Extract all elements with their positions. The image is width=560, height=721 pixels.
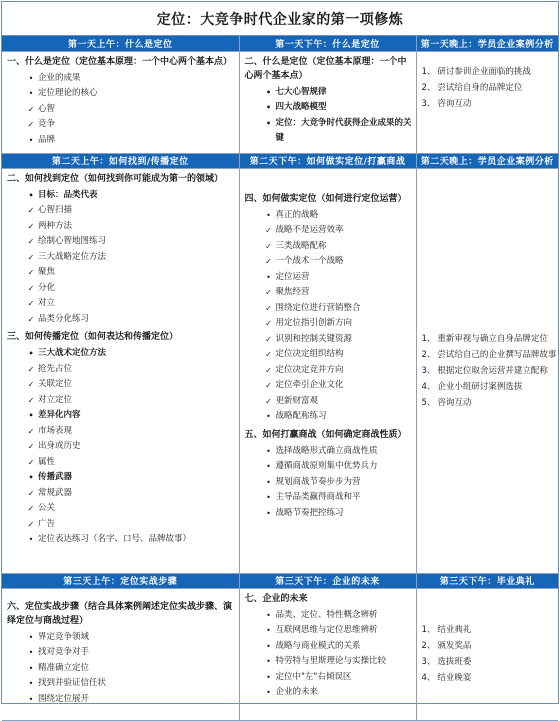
list-item-text: 抢先占位 bbox=[38, 363, 73, 374]
list-item-text: 界定竞争领域 bbox=[38, 631, 90, 642]
list-item bbox=[2, 455, 239, 471]
numbered-item bbox=[417, 347, 559, 363]
topic-list bbox=[240, 444, 416, 522]
item-text: 结业晚宴 bbox=[437, 673, 472, 683]
list-item bbox=[240, 85, 416, 101]
list-item bbox=[240, 378, 416, 394]
list-item-text: 特劳特与里斯理论与实操比较 bbox=[275, 656, 387, 666]
list-item-text: 定位牵引企业文化 bbox=[275, 380, 344, 390]
list-item-text: 三大战术定位方法 bbox=[38, 348, 107, 358]
check-icon: ✓ bbox=[27, 426, 35, 436]
list-item-text: 聚焦经营 bbox=[275, 287, 310, 297]
list-item bbox=[240, 239, 416, 255]
list-item-text: 围绕定位进行营销整合 bbox=[275, 302, 361, 313]
list-item-text: 常规武器 bbox=[38, 487, 73, 498]
check-icon: ✓ bbox=[27, 268, 35, 277]
list-item bbox=[2, 296, 239, 312]
list-item bbox=[240, 670, 416, 686]
check-icon: ✓ bbox=[27, 237, 35, 246]
list-item-text: 找到并验证信任状 bbox=[38, 678, 107, 688]
list-item-text: 目标：品类代表 bbox=[38, 189, 98, 200]
list-item bbox=[240, 223, 416, 239]
list-item-text: 心智 bbox=[38, 103, 56, 114]
list-item-text: 对立定位 bbox=[38, 394, 73, 405]
list-item bbox=[2, 117, 239, 133]
list-item bbox=[240, 254, 416, 270]
day1-evening-header: 第一天晚上：学员企业案例分析 bbox=[416, 36, 558, 51]
check-icon: ✓ bbox=[265, 241, 272, 251]
check-icon: ✓ bbox=[27, 206, 35, 215]
item-text: 尝试给自己的企业撰写品牌故事 bbox=[437, 349, 557, 360]
list-item bbox=[240, 444, 416, 460]
topic-list bbox=[2, 188, 239, 328]
day3-header-row bbox=[2, 573, 558, 588]
list-item bbox=[2, 250, 239, 266]
list-item bbox=[240, 654, 416, 670]
check-icon: ✓ bbox=[27, 283, 35, 293]
check-icon: ✓ bbox=[27, 488, 35, 498]
check-icon: ✓ bbox=[27, 380, 35, 389]
list-item-text: 定位中"左"右倾误区 bbox=[275, 671, 352, 682]
list-item-text: 战略与商业模式的关系 bbox=[275, 640, 361, 651]
list-item-text: 四大战略模型 bbox=[275, 102, 327, 112]
list-item-text: 规划商战节奏步步为营 bbox=[275, 476, 361, 487]
bullet-icon: • bbox=[28, 349, 34, 358]
bullet-icon: • bbox=[28, 648, 34, 657]
list-item-text: 两种方法 bbox=[38, 220, 73, 231]
check-icon: ✓ bbox=[27, 364, 35, 374]
day2-afternoon-header: 第二天下午：如何做实定位/打赢商战 bbox=[239, 153, 416, 168]
list-item bbox=[240, 409, 416, 425]
item-text: 结业典礼 bbox=[437, 625, 472, 635]
list-item-text: 定位表达练习（名字、口号、品牌故事） bbox=[38, 534, 192, 544]
list-item-text: 战略节奏把控练习 bbox=[275, 507, 344, 518]
topic-list bbox=[2, 346, 239, 548]
item-number: 3、 bbox=[421, 98, 436, 109]
list-item bbox=[2, 408, 239, 424]
bullet-icon: • bbox=[28, 535, 34, 544]
item-text: 咨询互动 bbox=[437, 98, 472, 109]
list-item bbox=[2, 439, 239, 455]
topic-list bbox=[2, 71, 239, 149]
list-item-text: 企业的未来 bbox=[275, 687, 319, 697]
check-icon: ✓ bbox=[265, 257, 272, 266]
list-item-text: 聚焦 bbox=[38, 267, 56, 277]
section-heading: 三、如何传播定位（如何表达和传播定位） bbox=[7, 332, 179, 342]
bullet-icon: • bbox=[266, 493, 271, 502]
day2-evening-header: 第二天晚上：学员企业案例分析 bbox=[416, 153, 558, 168]
list-item-text: 心智扫描 bbox=[38, 205, 73, 215]
check-icon: ✓ bbox=[265, 303, 272, 313]
topic-list bbox=[240, 608, 416, 701]
list-item bbox=[240, 475, 416, 491]
list-item bbox=[240, 316, 416, 332]
list-item bbox=[2, 661, 239, 677]
list-item-text: 差异化内容 bbox=[38, 410, 81, 420]
list-item bbox=[2, 424, 239, 440]
schedule-table bbox=[2, 36, 558, 721]
bullet-icon: • bbox=[266, 210, 271, 220]
list-item-text: 绘制心智地图练习 bbox=[38, 236, 107, 246]
item-text: 尝试给自身的品牌定位 bbox=[437, 82, 523, 93]
list-item-text: 三大战略定位方法 bbox=[38, 251, 107, 262]
item-text: 企业小组研讨案例选拔 bbox=[437, 381, 523, 392]
bullet-icon: • bbox=[28, 473, 34, 482]
topic-list bbox=[2, 630, 239, 708]
check-icon: ✓ bbox=[265, 381, 272, 390]
section-heading: 七、企业的未来 bbox=[244, 593, 308, 604]
list-item-text: 三类战略配称 bbox=[275, 240, 327, 251]
check-icon: ✓ bbox=[27, 519, 35, 529]
list-item bbox=[2, 133, 239, 149]
list-item bbox=[240, 506, 416, 522]
list-item-text: 品类、定位、特性概念辨析 bbox=[275, 609, 378, 620]
item-text: 咨询互动 bbox=[437, 397, 472, 408]
list-item bbox=[2, 234, 239, 250]
bullet-icon: • bbox=[265, 103, 272, 112]
list-item bbox=[2, 219, 239, 235]
numbered-item bbox=[417, 363, 559, 379]
list-item-text: 传播武器 bbox=[38, 472, 73, 482]
day3-morning-cell bbox=[2, 588, 239, 720]
item-number: 4、 bbox=[421, 673, 436, 683]
topic-list bbox=[240, 208, 416, 425]
list-item bbox=[2, 517, 239, 533]
list-item bbox=[240, 116, 416, 147]
list-item-text: 主导品类赢得商战和平 bbox=[275, 492, 361, 502]
day1-afternoon-header: 第一天下午：什么是定位 bbox=[239, 36, 416, 51]
item-number: 1、 bbox=[421, 66, 436, 77]
day1-evening-cell bbox=[416, 51, 558, 153]
bullet-icon: • bbox=[266, 508, 271, 518]
bullet-icon: • bbox=[266, 657, 271, 666]
list-item-text: 用定位指引创新方向 bbox=[275, 318, 353, 328]
check-icon: ✓ bbox=[27, 252, 35, 262]
list-item-text: 一个战术一个战略 bbox=[275, 256, 344, 266]
item-text: 研讨参训企业面临的挑战 bbox=[437, 66, 531, 77]
course-schedule bbox=[1, 1, 559, 704]
numbered-item bbox=[417, 64, 559, 80]
list-item bbox=[2, 102, 239, 118]
list-item-text: 遵循商战原则集中优势兵力 bbox=[275, 461, 378, 471]
list-item bbox=[2, 312, 239, 328]
list-item-text: 七大心智规律 bbox=[275, 86, 327, 97]
list-item-text: 品牌 bbox=[38, 134, 56, 145]
check-icon: ✓ bbox=[27, 457, 35, 467]
list-item bbox=[2, 645, 239, 661]
list-item-text: 品类分化练习 bbox=[38, 313, 90, 324]
bullet-icon: • bbox=[266, 477, 271, 487]
list-item-text: 竞争 bbox=[38, 119, 56, 129]
section-heading: 一、什么是定位（定位基本原理：一个中心两个基本点） bbox=[7, 56, 233, 67]
numbered-item bbox=[417, 331, 559, 347]
list-item-text: 属性 bbox=[38, 456, 56, 467]
list-item-text: 定位决定组织结构 bbox=[275, 349, 344, 359]
numbered-item bbox=[417, 638, 559, 654]
list-item-text: 定位理论的核心 bbox=[38, 88, 98, 98]
bullet-icon: • bbox=[265, 118, 272, 128]
list-item bbox=[240, 270, 416, 286]
bullet-icon: • bbox=[266, 446, 271, 456]
numbered-list bbox=[417, 331, 559, 411]
list-item-text: 公关 bbox=[38, 503, 56, 513]
topic-list bbox=[240, 85, 416, 147]
list-item bbox=[240, 639, 416, 655]
bullet-icon: • bbox=[28, 73, 34, 83]
list-item-text: 选择战略形式确立商战性质 bbox=[275, 445, 378, 456]
list-item bbox=[240, 301, 416, 317]
list-item bbox=[240, 363, 416, 379]
check-icon: ✓ bbox=[265, 350, 272, 359]
day3-ceremony-cell bbox=[416, 588, 558, 720]
item-text: 颁发奖品 bbox=[437, 641, 472, 651]
check-icon: ✓ bbox=[27, 395, 35, 405]
list-item bbox=[2, 203, 239, 219]
section-heading: 五、如何打赢商战（如何确定商战性质） bbox=[244, 429, 407, 440]
list-item bbox=[240, 394, 416, 410]
day2-evening-cell bbox=[416, 168, 558, 573]
list-item-text: 对立 bbox=[38, 298, 56, 308]
list-item-text: 真正的战略 bbox=[275, 209, 319, 220]
numbered-item bbox=[417, 670, 559, 686]
day2-afternoon-cell bbox=[239, 168, 416, 573]
check-icon: ✓ bbox=[265, 365, 272, 375]
list-item-text: 广告 bbox=[38, 518, 56, 529]
numbered-item bbox=[417, 622, 559, 638]
section-heading: 二、什么是定位（定位基本原理：一个中心两个基本点） bbox=[244, 56, 407, 81]
bullet-icon: • bbox=[265, 87, 272, 97]
item-number: 2、 bbox=[421, 82, 436, 93]
check-icon: ✓ bbox=[27, 442, 35, 451]
list-item bbox=[240, 332, 416, 348]
day1-morning-cell bbox=[2, 51, 239, 153]
numbered-item bbox=[417, 96, 559, 112]
day3-afternoon-cell bbox=[239, 588, 416, 720]
check-icon: ✓ bbox=[27, 221, 35, 231]
item-number: 2、 bbox=[421, 349, 436, 360]
bullet-icon: • bbox=[266, 412, 271, 421]
bullet-icon: • bbox=[266, 610, 271, 620]
section-heading: 六、定位实战步骤（结合具体案例阐述定位实战步骤、演绎定位与商战过程） bbox=[7, 601, 233, 626]
list-item bbox=[240, 459, 416, 475]
check-icon: ✓ bbox=[265, 396, 272, 406]
list-item bbox=[240, 685, 416, 701]
list-item-text: 关联定位 bbox=[38, 379, 73, 389]
numbered-item bbox=[417, 379, 559, 395]
list-item bbox=[2, 377, 239, 393]
check-icon: ✓ bbox=[27, 104, 35, 114]
day2-morning-header: 第二天上午：如何找到/传播定位 bbox=[2, 153, 239, 168]
bullet-icon: • bbox=[266, 462, 271, 471]
numbered-item bbox=[417, 654, 559, 670]
list-item bbox=[2, 470, 239, 486]
bullet-icon: • bbox=[266, 688, 271, 697]
list-item-text: 识别和控制关键资源 bbox=[275, 333, 353, 344]
item-number: 1、 bbox=[421, 625, 436, 635]
bullet-icon: • bbox=[266, 672, 271, 682]
section-heading: 四、如何做实定位（如何进行定位运营） bbox=[244, 193, 407, 204]
list-item bbox=[2, 676, 239, 692]
list-item bbox=[2, 188, 239, 204]
list-item-text: 定位：大竞争时代获得企业成果的关键 bbox=[275, 117, 412, 143]
bullet-icon: • bbox=[266, 626, 271, 635]
list-item bbox=[240, 285, 416, 301]
item-number: 5、 bbox=[421, 397, 436, 408]
day1-morning-header: 第一天上午：什么是定位 bbox=[2, 36, 239, 51]
check-icon: ✓ bbox=[265, 334, 272, 344]
bullet-icon: • bbox=[28, 679, 34, 688]
check-icon: ✓ bbox=[27, 314, 35, 324]
list-item bbox=[240, 208, 416, 224]
list-item bbox=[2, 532, 239, 548]
bullet-icon: • bbox=[266, 272, 271, 282]
list-item-text: 找对竞争对手 bbox=[38, 647, 90, 657]
list-item bbox=[240, 490, 416, 506]
list-item bbox=[2, 281, 239, 297]
list-item bbox=[2, 265, 239, 281]
item-number: 4、 bbox=[421, 381, 436, 392]
item-number: 3、 bbox=[421, 365, 436, 376]
list-item bbox=[240, 608, 416, 624]
list-item-text: 更新财富观 bbox=[275, 395, 319, 406]
bullet-icon: • bbox=[28, 694, 34, 704]
day2-morning-cell bbox=[2, 168, 239, 573]
check-icon: ✓ bbox=[27, 120, 35, 129]
day1-header-row bbox=[2, 36, 558, 51]
check-icon: ✓ bbox=[265, 226, 272, 235]
check-icon: ✓ bbox=[27, 299, 35, 308]
bullet-icon: • bbox=[28, 663, 34, 673]
list-item-text: 定位运营 bbox=[275, 271, 310, 282]
list-item bbox=[2, 393, 239, 409]
list-item-text: 互联网思维与定位思维辨析 bbox=[275, 625, 378, 635]
numbered-list bbox=[417, 52, 559, 112]
item-text: 选拔班委 bbox=[437, 657, 472, 667]
list-item bbox=[2, 362, 239, 378]
bullet-icon: • bbox=[28, 190, 34, 200]
check-icon: ✓ bbox=[265, 288, 272, 297]
item-number: 1、 bbox=[421, 333, 436, 344]
item-text: 根据定位取舍运营并建立配称 bbox=[437, 365, 548, 376]
day2-header-row bbox=[2, 153, 558, 168]
list-item bbox=[2, 630, 239, 646]
day3-morning-header: 第三天上午：定位实战步骤 bbox=[2, 573, 239, 588]
list-item bbox=[2, 71, 239, 87]
list-item bbox=[2, 86, 239, 102]
check-icon: ✓ bbox=[265, 319, 272, 328]
section-heading: 二、如何找到定位（如何找到你可能成为第一的领域） bbox=[7, 173, 224, 184]
item-number: 2、 bbox=[421, 641, 436, 651]
item-text: 重新审视与确立自身品牌定位 bbox=[437, 333, 548, 344]
list-item-text: 精准确立定位 bbox=[38, 662, 90, 673]
list-item-text: 战略不是运营效率 bbox=[275, 225, 344, 235]
day3-content-row bbox=[2, 588, 558, 720]
bullet-icon: • bbox=[28, 411, 34, 420]
day1-content-row bbox=[2, 51, 558, 153]
bullet-icon: • bbox=[28, 632, 34, 642]
day2-content-row bbox=[2, 168, 558, 573]
numbered-item bbox=[417, 80, 559, 96]
numbered-item bbox=[417, 395, 559, 411]
check-icon: ✓ bbox=[27, 504, 35, 513]
list-item bbox=[240, 623, 416, 639]
numbered-list bbox=[417, 622, 559, 686]
list-item bbox=[240, 100, 416, 116]
list-item-text: 市场表现 bbox=[38, 425, 73, 436]
list-item-text: 出身或历史 bbox=[38, 441, 81, 451]
item-number: 3、 bbox=[421, 657, 436, 667]
list-item bbox=[240, 347, 416, 363]
list-item bbox=[2, 486, 239, 502]
list-item bbox=[2, 501, 239, 517]
bullet-icon: • bbox=[28, 135, 34, 145]
bullet-icon: • bbox=[266, 641, 271, 651]
list-item-text: 战略配称练习 bbox=[275, 411, 327, 421]
day3-ceremony-header: 第三天下午：毕业典礼 bbox=[416, 573, 558, 588]
day3-afternoon-header: 第三天下午：企业的未来 bbox=[239, 573, 416, 588]
list-item-text: 定位决定竞并方向 bbox=[275, 364, 344, 375]
list-item-text: 企业的成果 bbox=[38, 72, 81, 83]
list-item bbox=[2, 346, 239, 362]
list-item-text: 围绕定位展开 bbox=[38, 693, 90, 704]
list-item-text: 分化 bbox=[38, 282, 56, 293]
day1-afternoon-cell bbox=[239, 51, 416, 153]
page-title: 定位：大竞争时代企业家的第一项修炼 bbox=[2, 2, 558, 36]
bullet-icon: • bbox=[28, 89, 34, 98]
